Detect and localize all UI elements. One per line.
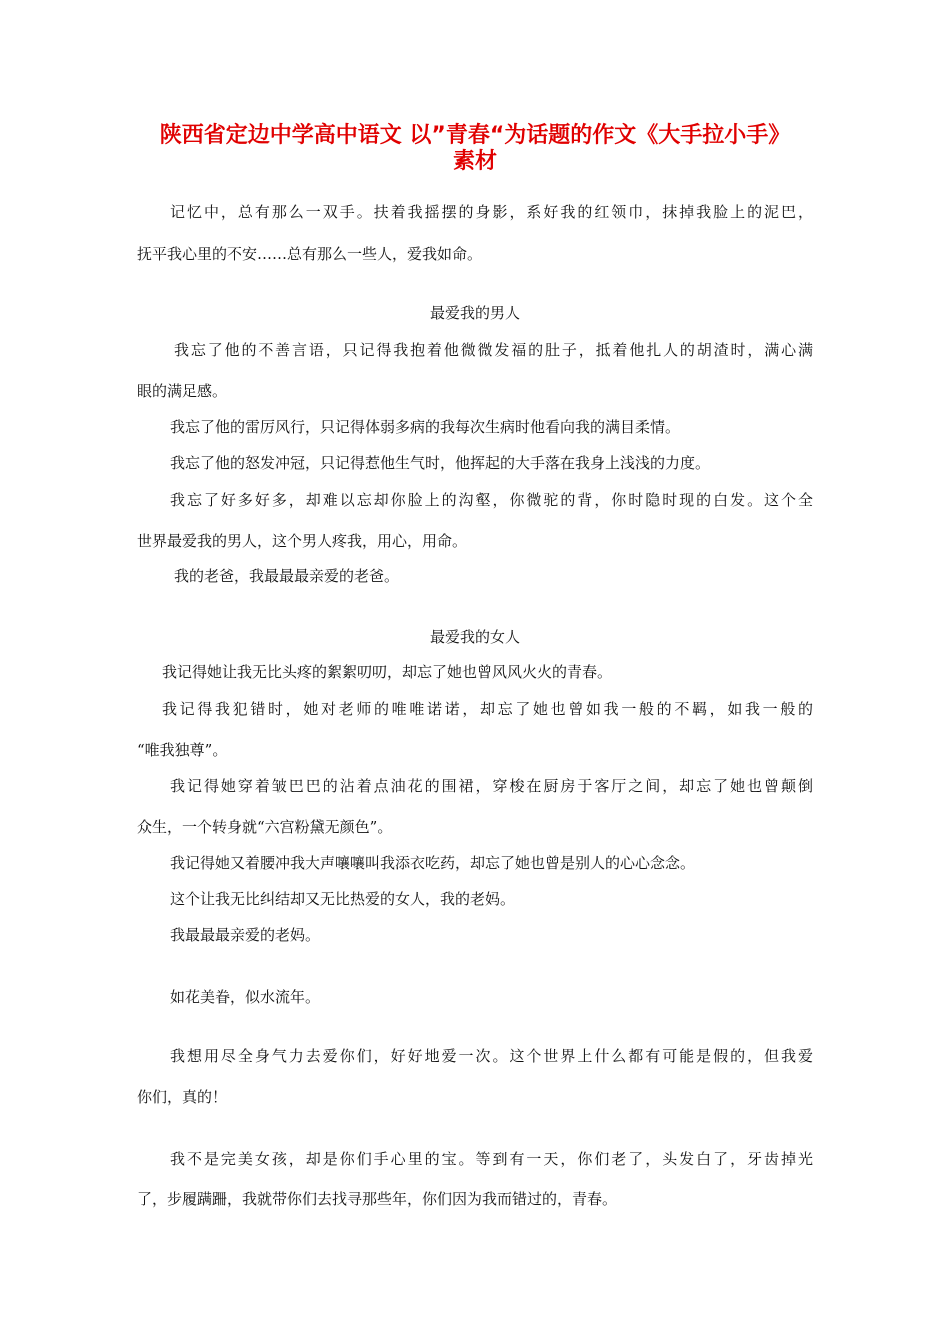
text-line: 我最最最亲爱的老妈。	[170, 926, 321, 944]
section-heading: 最爱我的女人	[429, 628, 520, 646]
section-heading: 最爱我的男人	[429, 304, 520, 322]
text-line: 我忘了他的雷厉风行，只记得体弱多病的我每次生病时他看向我的满目柔情。	[170, 418, 681, 436]
text-line: 眼的满足感。	[137, 382, 228, 400]
text-line: 抚平我心里的不安……总有那么一些人，爱我如命。	[137, 245, 483, 263]
title-line-1: 陕西省定边中学高中语文 以”青春“为话题的作文《大手拉小手》	[159, 123, 791, 148]
text-line: 世界最爱我的男人，这个男人疼我，用心，用命。	[137, 532, 468, 550]
text-line: 我忘了他的不善言语，只记得我抱着他微微发福的肚子，抵着他扎人的胡渣时，满心满	[174, 341, 813, 359]
text-line: 我不是完美女孩，却是你们手心里的宝。等到有一天，你们老了，头发白了，牙齿掉光	[170, 1150, 813, 1168]
text-line: 我记得她穿着皱巴巴的沾着点油花的围裙，穿梭在厨房于客厅之间，却忘了她也曾颠倒	[170, 777, 813, 795]
text-line: 了，步履蹒跚，我就带你们去找寻那些年，你们因为我而错过的，青春。	[137, 1190, 618, 1208]
text-line: 我想用尽全身气力去爱你们，好好地爱一次。这个世界上什么都有可能是假的，但我爱	[170, 1047, 813, 1065]
text-line: 你们，真的！	[137, 1088, 228, 1106]
title-line-2: 素材	[452, 149, 497, 174]
text-line: 我忘了好多好多，却难以忘却你脸上的沟壑，你微驼的背，你时隐时现的白发。这个全	[170, 491, 813, 509]
text-line: 如花美眷，似水流年。	[170, 988, 321, 1006]
text-line: 众生，一个转身就“六宫粉黛无颜色”。	[137, 818, 393, 836]
text-line: 我记得她让我无比头疼的絮絮叨叨，却忘了她也曾风风火火的青春。	[162, 663, 613, 681]
text-line: 我的老爸，我最最最亲爱的老爸。	[174, 567, 400, 585]
text-line: 记忆中，总有那么一双手。扶着我摇摆的身影，系好我的红领巾，抹掉我脸上的泥巴，	[170, 203, 813, 221]
text-line: 我忘了他的怒发冲冠，只记得惹他生气时，他挥起的大手落在我身上浅浅的力度。	[170, 454, 711, 472]
text-line: 这个让我无比纠结却又无比热爱的女人，我的老妈。	[170, 890, 516, 908]
text-line: “唯我独尊”。	[137, 741, 228, 759]
text-line: 我记得我犯错时，她对老师的唯唯诺诺，却忘了她也曾如我一般的不羁，如我一般的	[162, 700, 813, 718]
text-line: 我记得她又着腰冲我大声嚷嚷叫我添衣吃药，却忘了她也曾是别人的心心念念。	[170, 854, 696, 872]
